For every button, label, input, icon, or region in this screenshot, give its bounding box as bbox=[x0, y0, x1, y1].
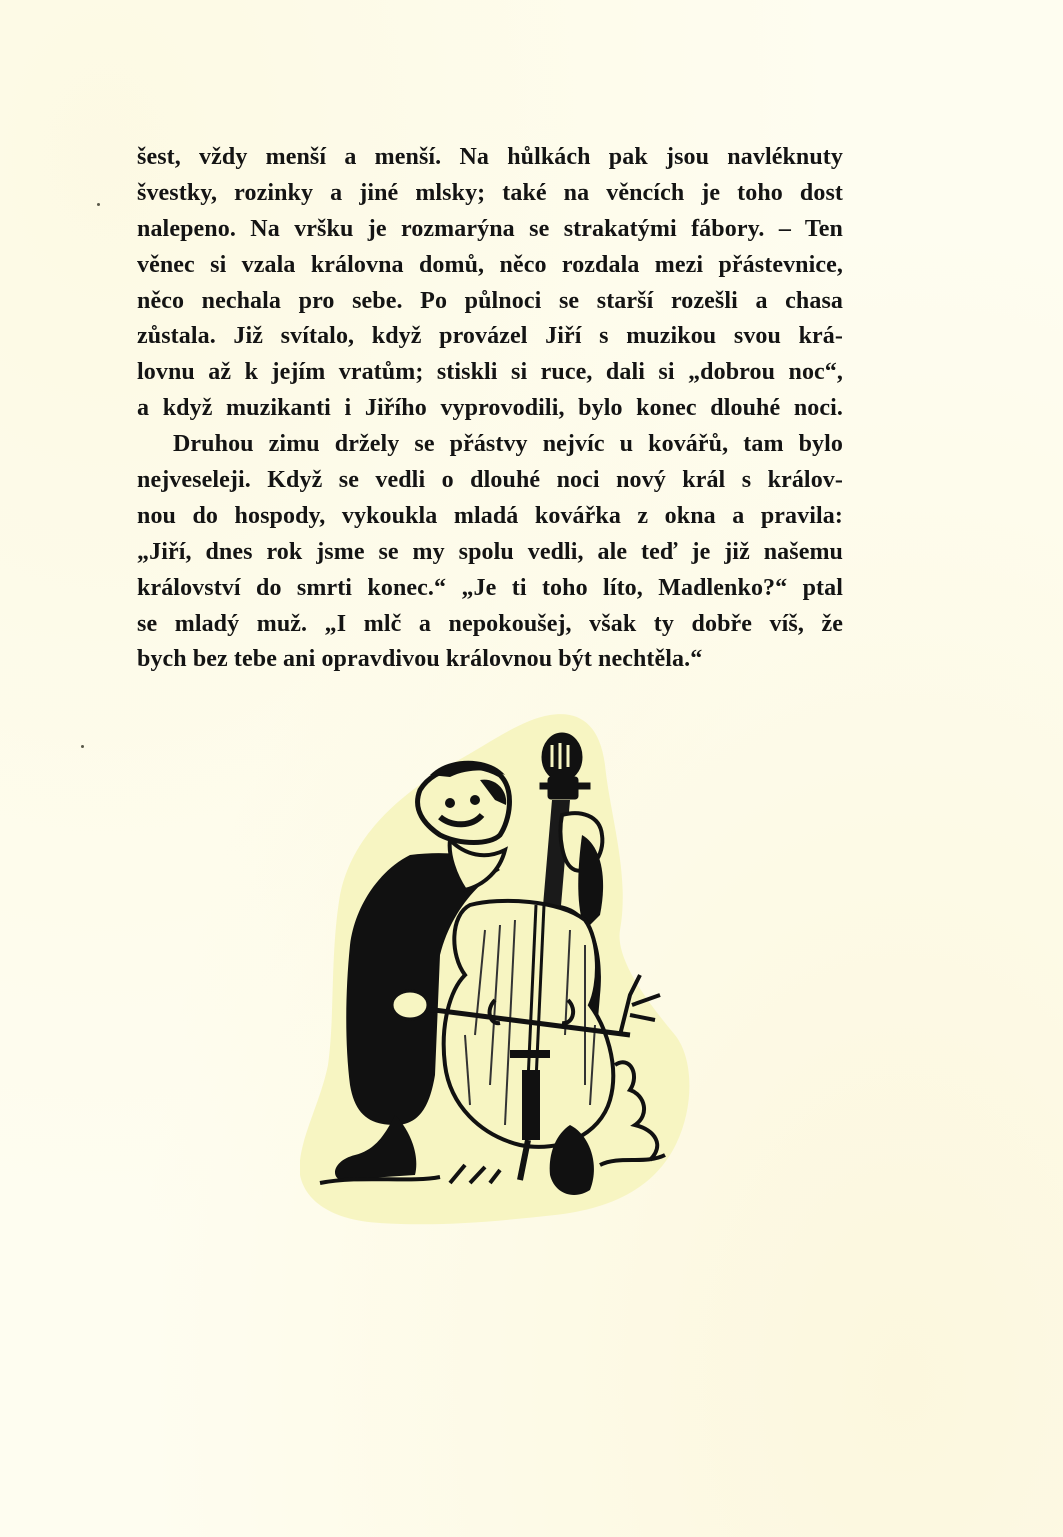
musician-head bbox=[418, 761, 510, 843]
body-text bbox=[137, 140, 843, 678]
text-line: šest, vždy menší a menší. Na hůlkách pak jsou navléknuty bbox=[137, 144, 843, 170]
text-line: bych bez tebe ani opravdivou královnou být nechtěla.“ bbox=[137, 646, 703, 673]
print-speck bbox=[97, 203, 100, 206]
text-line: lovnu až k jejím vratům; stiskli si ruce, dali si „dobrou noc“, bbox=[137, 359, 843, 386]
text-line: švestky, rozinky a jiné mlsky; také na věncích je toho dost bbox=[137, 179, 843, 206]
text-line: království do smrti konec.“ „Je ti toho líto, Madlenko?“ ptal bbox=[137, 574, 843, 601]
cellist-illustration bbox=[300, 705, 740, 1275]
text-line: nalepeno. Na vršku je rozmarýna se strakatými fábory. – Ten bbox=[137, 215, 843, 242]
text-line: něco nechala pro sebe. Po půlnoci se starší rozešli a chasa bbox=[137, 287, 843, 314]
text-line: zůstala. Již svítalo, když provázel Jiří s muzikou svou krá- bbox=[137, 323, 843, 350]
text-line: nejveseleji. Když se vedli o dlouhé noci nový král s králov- bbox=[137, 467, 843, 494]
text-line: nou do hospody, vykoukla mladá kovářka z okna a pravila: bbox=[137, 502, 843, 529]
text-line: a když muzikanti i Jiřího vyprovodili, bylo konec dlouhé noci. bbox=[137, 395, 843, 422]
text-line: „Jiří, dnes rok jsme se my spolu vedli, ale teď je již našemu bbox=[137, 538, 843, 565]
text-line: se mladý muž. „I mlč a nepokoušej, však ty dobře víš, že bbox=[137, 610, 843, 637]
text-line: věnec si vzala královna domů, něco rozdala mezi přástevnice, bbox=[137, 251, 843, 278]
print-speck bbox=[81, 745, 84, 748]
paragraph-start-line: Druhou zimu držely se přástvy nejvíc u kovářů, tam bylo bbox=[173, 431, 843, 458]
